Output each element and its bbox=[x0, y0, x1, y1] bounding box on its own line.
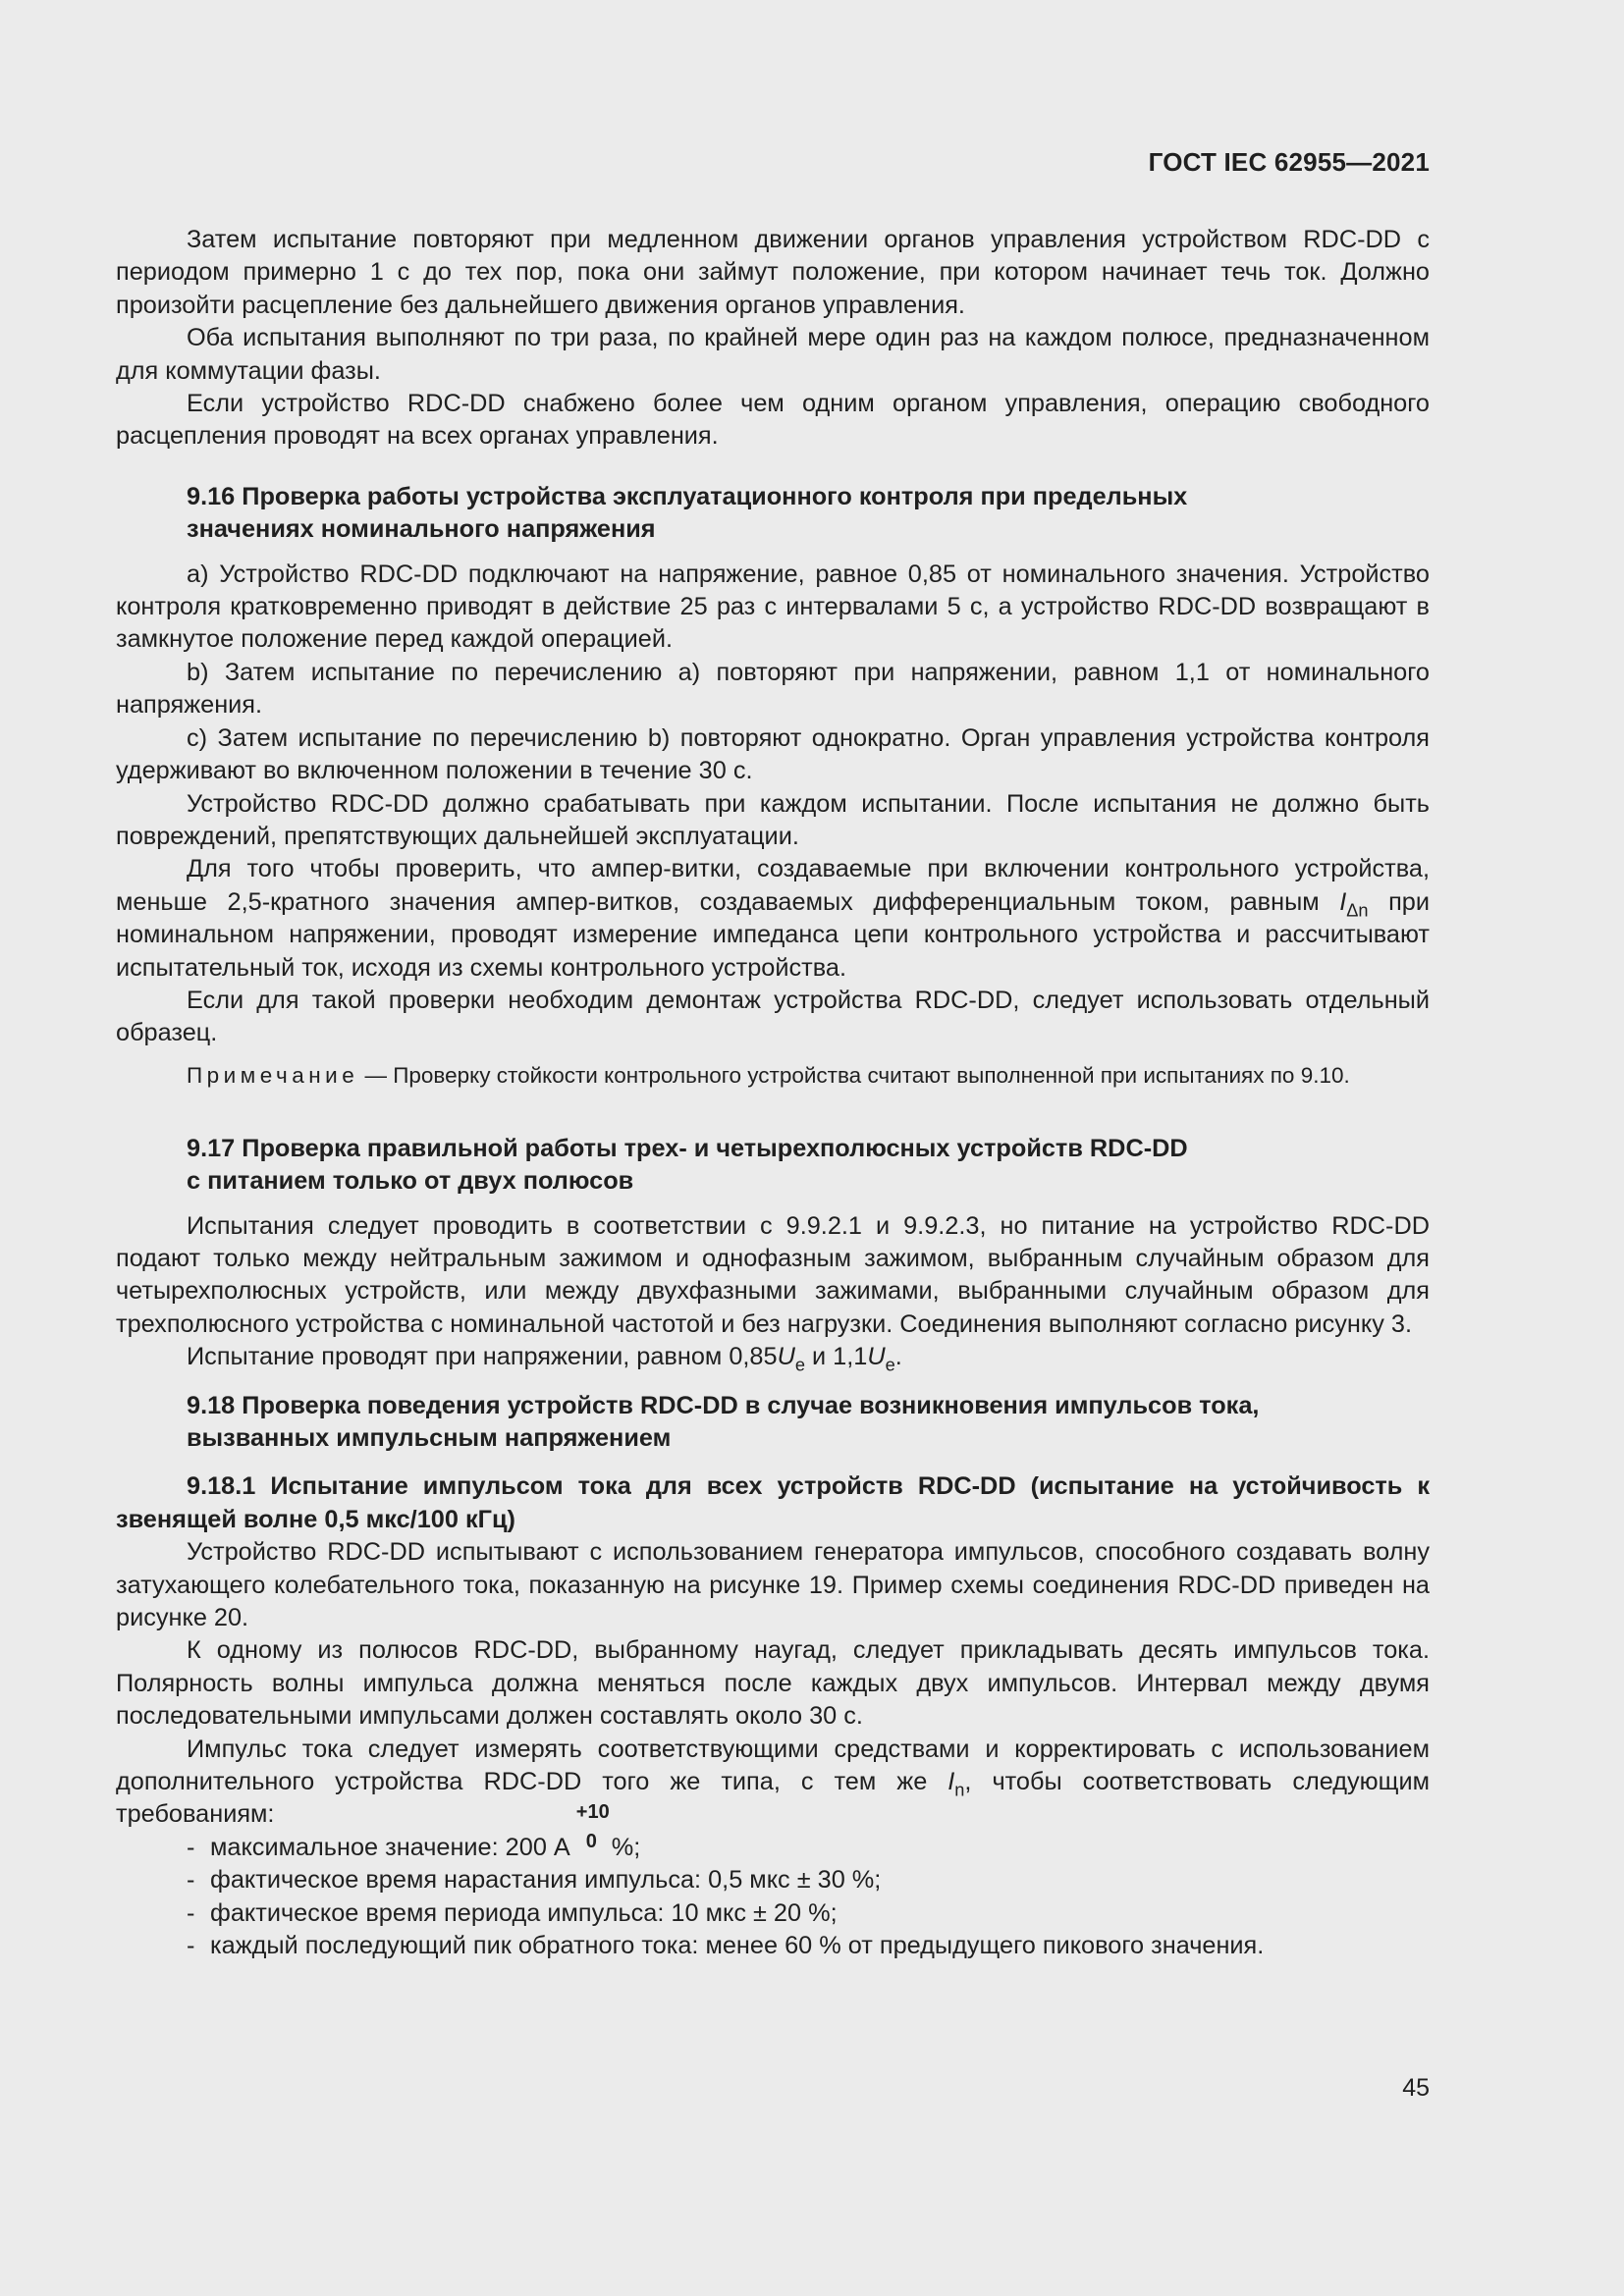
requirements-list bbox=[116, 1800, 1430, 1963]
paragraph: Если устройство RDC-DD снабжено более чем одним органом управления, операцию свободного расцепления проводят на всех органах управления. bbox=[116, 390, 1430, 451]
list-item-c: c) Затем испытание по перечислению b) повторяют однократно. Орган управления устройства контроля удерживают во включенном положении в течение 30 с. bbox=[116, 723, 1430, 785]
section-heading-9-18-1: 9.18.1 Испытание импульсом тока для всех устройств RDC-DD (испытание на устойчивость к звенящей волне 0,5 мкс/100 кГц) bbox=[116, 1472, 1430, 1533]
paragraph-requirements: Импульс тока следует измерять соответствующими средствами и корректировать с использованием дополнительного устройства RDC-DD того же типа, с тем же $I_n$, чтобы соответствовать следующим требованиям: bbox=[116, 1735, 1430, 1829]
list-item: - максимальное значение: 200 А +10 0 %; bbox=[187, 1800, 641, 1861]
symbol-subscript: Δn bbox=[1346, 900, 1369, 921]
paragraph: Испытания следует проводить в соответствии с 9.9.2.1 и 9.9.2.3, но питание на устройство RDC-DD подают только между нейтральным зажимом и однофазным зажимом, выбранным случайным образом для четырехполюсных устройств, или между двухфазными зажимами, выбранными случайным образом для трехполюсного устройства с номинальной частотой и без нагрузки. Соединения выполняют согласно рисунку 3. bbox=[116, 1211, 1430, 1338]
section-heading-9-18: 9.18 Проверка поведения устройств RDC-DD в случае возникновения импульсов тока, вызванных импульсным напряжением bbox=[187, 1391, 1260, 1452]
paragraph: К одному из полюсов RDC-DD, выбранному наугад, следует прикладывать десять импульсов тока. Полярность волны импульса должна меняться после каждых двух импульсов. Интервал между двумя последовательными импульсами должен составлять около 30 с. bbox=[116, 1636, 1430, 1731]
paragraph: Оба испытания выполняют по три раза, по крайней мере один раз на каждом полюсе, предназначенном для коммутации фазы. bbox=[116, 324, 1430, 385]
paragraph: Устройство RDC-DD должно срабатывать при каждом испытании. После испытания не должно быть повреждений, препятствующих дальнейшей эксплуатации. bbox=[116, 789, 1430, 850]
note-label: Примечание bbox=[187, 1062, 359, 1088]
paragraph: Устройство RDC-DD испытывают с использованием генератора импульсов, способного создавать волну затухающего колебательного тока, показанную на рисунке 19. Пример схемы соединения RDC-DD приведен на рисунке 20. bbox=[116, 1538, 1430, 1632]
list-item: - каждый последующий пик обратного тока: менее 60 % от предыдущего пикового значения. bbox=[187, 1932, 1265, 1960]
symbol-i: I bbox=[1339, 887, 1347, 916]
page-content bbox=[116, 224, 1430, 1963]
tolerance: +10 0 bbox=[575, 1800, 610, 1852]
note: Примечание — Проверку стойкости контрольного устройства считают выполненной при испытаниях по 9.10. bbox=[187, 1062, 1350, 1088]
list-item-b: b) Затем испытание по перечислению a) повторяют при напряжении, равном 1,1 от номинального напряжения. bbox=[116, 658, 1430, 720]
paragraph: Затем испытание повторяют при медленном движении органов управления устройством RDC-DD с периодом примерно 1 с до тех пор, пока они займут положение, при котором начинает течь ток. Должно произойти расцепление без дальнейшего движения органов управления. bbox=[116, 226, 1430, 319]
list-item-a: a) Устройство RDC-DD подключают на напряжение, равное 0,85 от номинального значения. Устройство контроля кратковременно приводят в действие 25 раз с интервалами 5 с, а устройство RDC-DD возвращают в замкнутое положение перед каждой операцией. bbox=[116, 560, 1430, 654]
section-heading-9-17: 9.17 Проверка правильной работы трех- и четырехполюсных устройств RDC-DD с питанием только от двух полюсов bbox=[187, 1134, 1188, 1196]
paragraph-check: Для того чтобы проверить, что ампер-витки, создаваемые при включении контрольного устройства, меньше 2,5-кратного значения ампер-витков, создаваемых дифференциальным током, равным $I_{\Delta n}$ при номинальном напряжении, проводят измерение импеданса цепи контрольного устройства и рассчитывают испытательный ток, исходя из схемы контрольного устройства. bbox=[116, 855, 1431, 982]
list-item: - фактическое время периода импульса: 10 мкс ± 20 %; bbox=[187, 1898, 838, 1927]
list-item: - фактическое время нарастания импульса: 0,5 мкс ± 30 %; bbox=[187, 1866, 882, 1895]
document-id-header: ГОСТ IEC 62955—2021 bbox=[1148, 147, 1430, 177]
page-number: 45 bbox=[1402, 2074, 1430, 2102]
paragraph-voltage: Испытание проводят при напряжении, равном $0,85U_e$ и $1,1U_e$. bbox=[187, 1343, 902, 1375]
section-heading-9-16: 9.16 Проверка работы устройства эксплуатационного контроля при предельных значениях номинального напряжения bbox=[187, 482, 1188, 544]
paragraph: Если для такой проверки необходим демонтаж устройства RDC-DD, следует использовать отдельный образец. bbox=[116, 986, 1430, 1047]
